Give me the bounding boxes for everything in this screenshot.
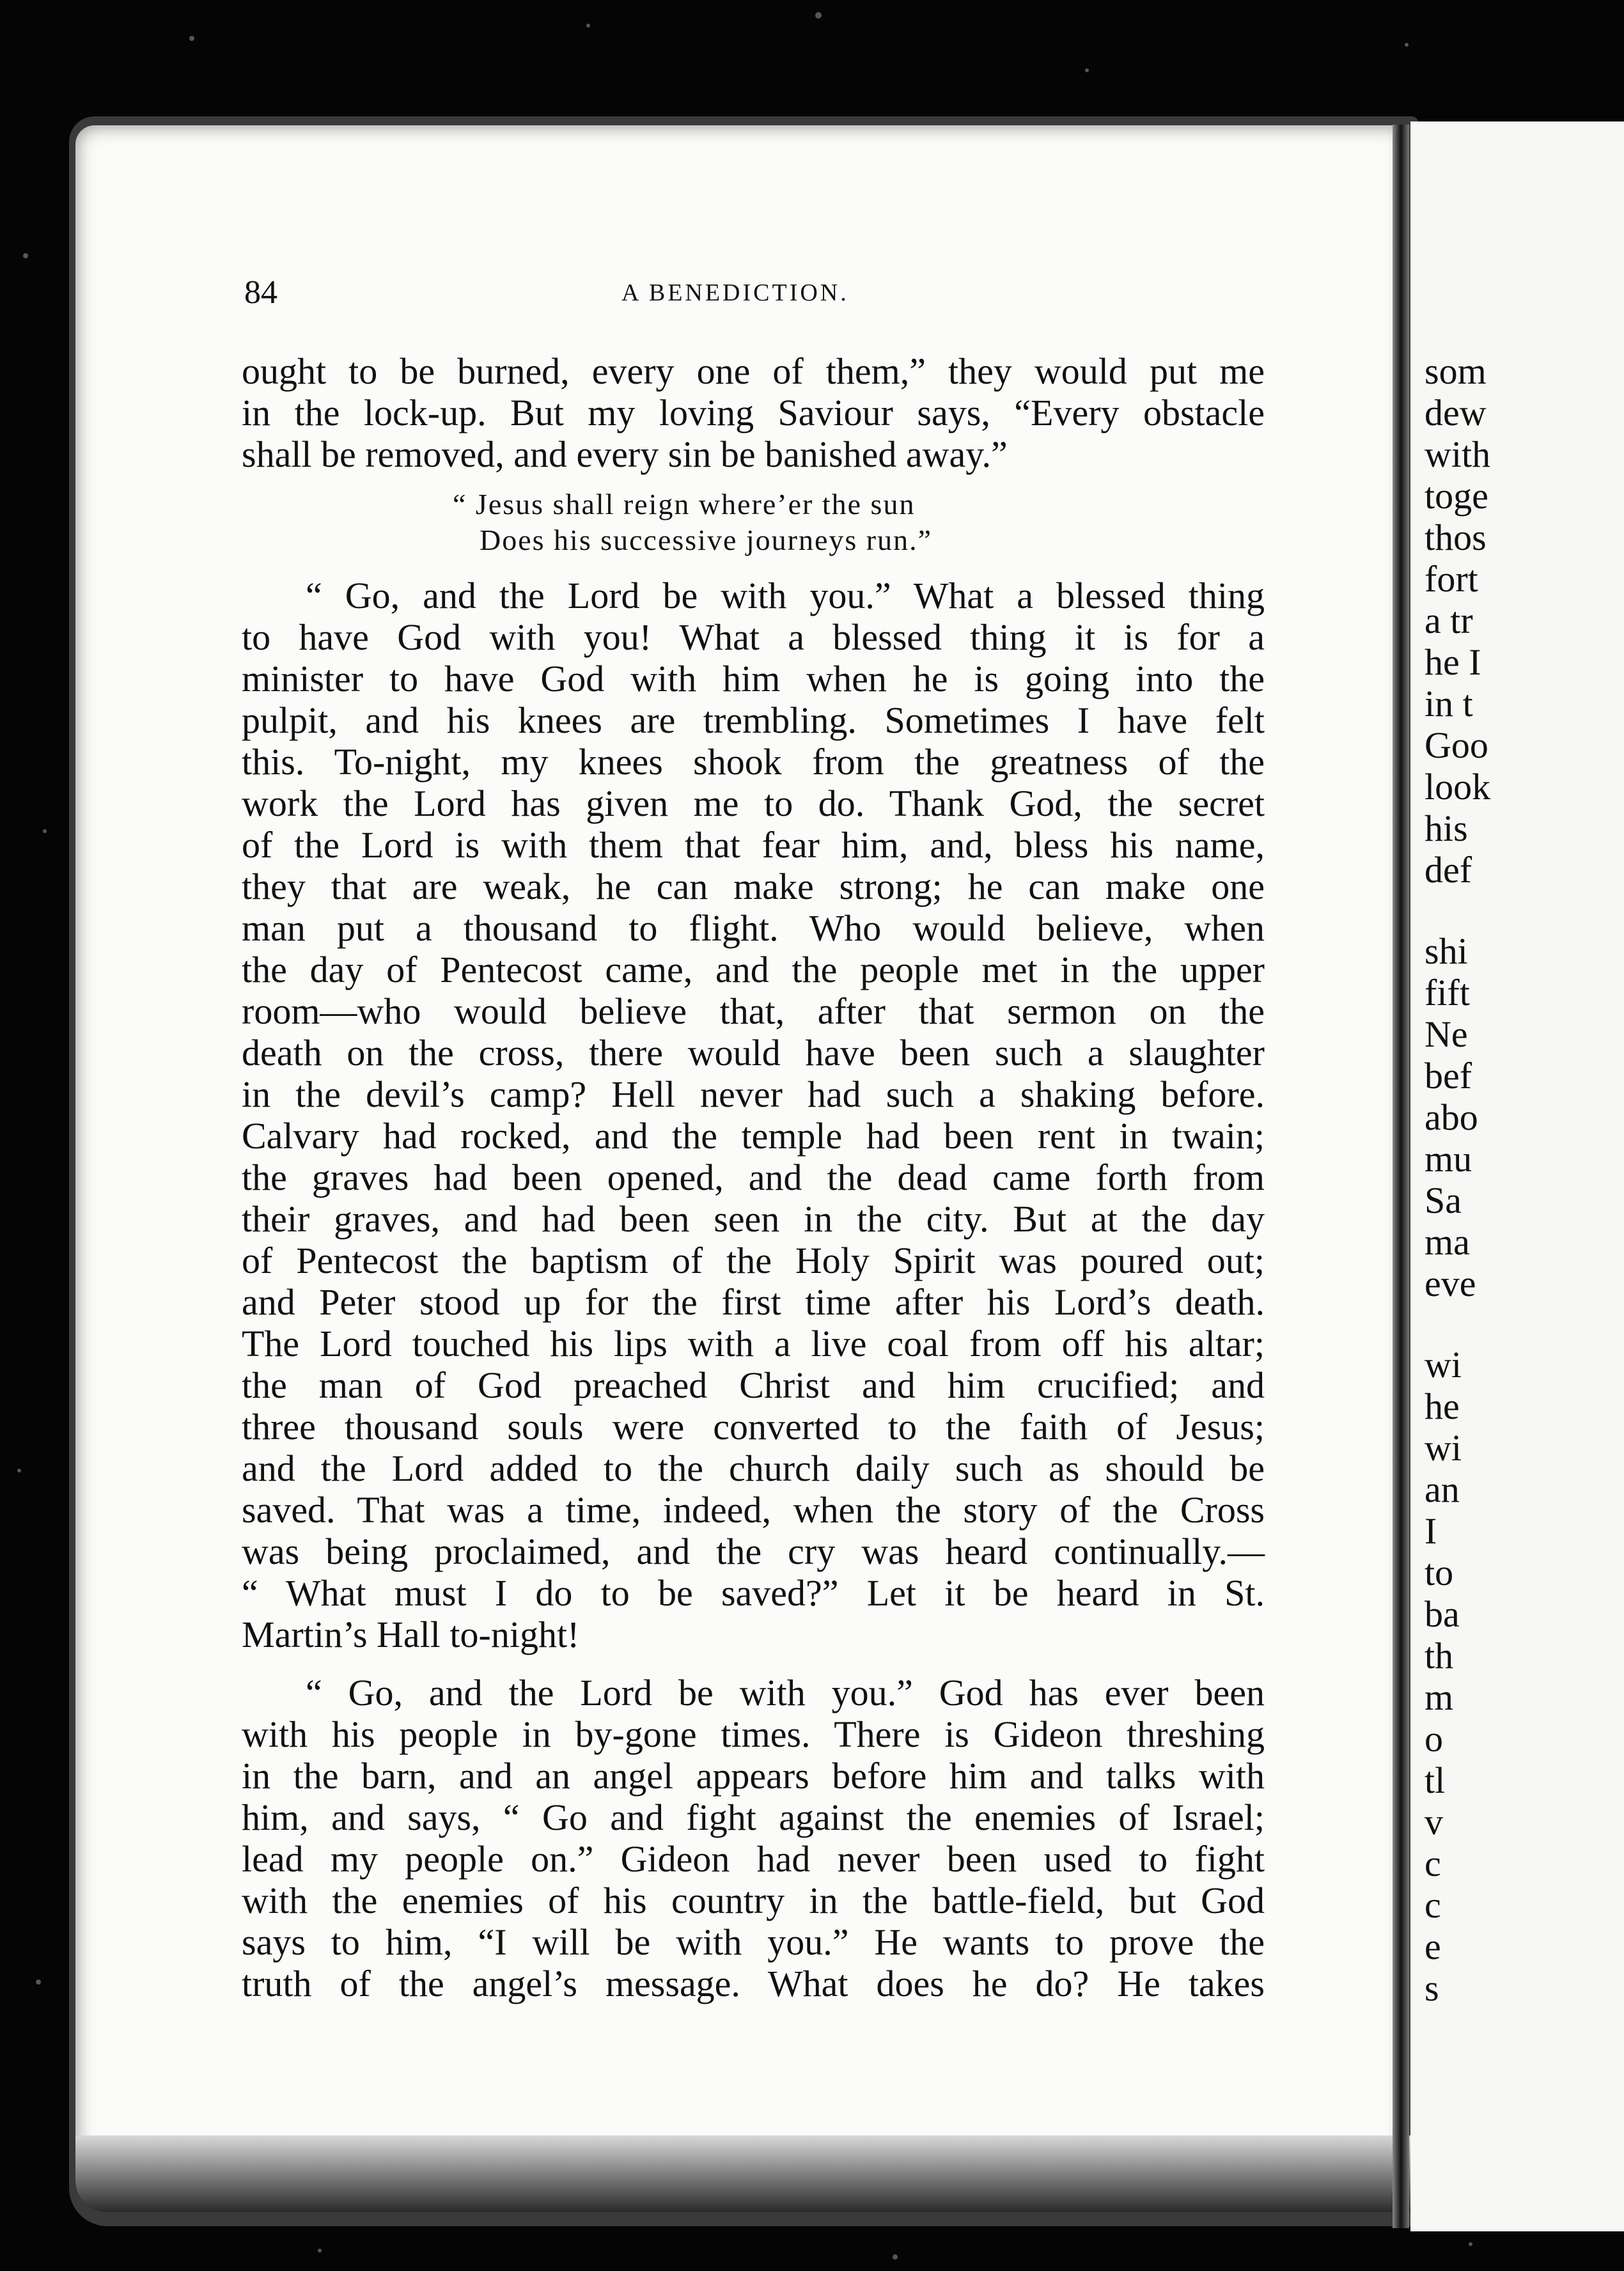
text-line: says to him, “I will be with you.” He wants to prove the (242, 1921, 1265, 1963)
fragment-line: Goo (1425, 724, 1488, 766)
running-title: A BENEDICTION. (621, 279, 849, 306)
verse-line: Does his successive journeys run.” (480, 524, 933, 556)
fragment-line: shi (1425, 930, 1468, 972)
text-line: truth of the angel’s message. What does he do? He takes (242, 1963, 1265, 2004)
fragment-line: som (1425, 350, 1487, 392)
fragment-line: his (1425, 808, 1468, 849)
text-line: man put a thousand to flight. Who would believe, when (242, 907, 1265, 949)
page-header (244, 274, 1254, 312)
page-number: 84 (244, 274, 277, 311)
verse-line: “ Jesus shall reign where’er the sun (453, 488, 916, 520)
fragment-line: ma (1425, 1221, 1470, 1263)
fragment-line: th (1425, 1635, 1454, 1676)
text-line: in the barn, and an angel appears before him and talks with (242, 1755, 1265, 1797)
fragment-line: c (1425, 1843, 1441, 1884)
text-line: the man of God preached Christ and him crucified; and (242, 1364, 1265, 1406)
fragment-line: he (1425, 1385, 1460, 1427)
text-line: Calvary had rocked, and the temple had been rent in twain; (242, 1115, 1265, 1157)
text-line: their graves, and had been seen in the city. But at the day (242, 1198, 1265, 1240)
text-line: and Peter stood up for the first time after his Lord’s death. (242, 1281, 1265, 1323)
paragraph-1 (242, 575, 1265, 1655)
right-block-3 (1425, 1344, 1624, 2009)
right-page-text-fragment (1425, 350, 1624, 2009)
fragment-line: o (1425, 1718, 1443, 1760)
fragment-line: wi (1425, 1427, 1462, 1469)
text-line: in the devil’s camp? Hell never had such a shaking before. (242, 1073, 1265, 1115)
text-line: was being proclaimed, and the cry was heard continually.— (242, 1531, 1265, 1572)
fragment-line: Sa (1425, 1180, 1462, 1221)
fragment-line: v (1425, 1801, 1443, 1843)
fragment-line: an (1425, 1469, 1460, 1510)
text-line: “ Go, and the Lord be with you.” What a blessed thing (306, 575, 1265, 616)
fragment-line: def (1425, 849, 1472, 891)
text-line: shall be removed, and every sin be banished away.” (242, 433, 1008, 475)
fragment-line: mu (1425, 1138, 1472, 1180)
fragment-line: to (1425, 1552, 1454, 1593)
text-line: to have God with you! What a blessed thing it is for a (242, 616, 1265, 658)
text-line: death on the cross, there would have been such a slaughter (242, 1032, 1265, 1073)
fragment-line: with (1425, 433, 1491, 475)
fragment-line: look (1425, 766, 1491, 808)
fragment-line: bef (1425, 1055, 1472, 1096)
fragment-line: in t (1425, 683, 1473, 724)
fragment-line: dew (1425, 392, 1487, 433)
text-line: The Lord touched his lips with a live coal from off his altar; (242, 1323, 1265, 1364)
fragment-line: Ne (1425, 1013, 1468, 1055)
text-line: this. To-night, my knees shook from the greatness of the (242, 741, 1265, 783)
text-line: of Pentecost the baptism of the Holy Spirit was poured out; (242, 1240, 1265, 1281)
fragment-line: s (1425, 1967, 1439, 2009)
text-line: saved. That was a time, indeed, when the story of the Cross (242, 1489, 1265, 1531)
text-line: in the lock-up. But my loving Saviour says, “Every obstacle (242, 392, 1265, 433)
fragment-line: abo (1425, 1096, 1478, 1138)
text-line: ought to be burned, every one of them,” they would put me (242, 350, 1265, 392)
text-line: “ What must I do to be saved?” Let it be heard in St. (242, 1572, 1265, 1614)
fragment-line: a tr (1425, 600, 1473, 641)
fragment-line: I (1425, 1510, 1437, 1552)
fragment-line: thos (1425, 517, 1487, 558)
fragment-line: e (1425, 1926, 1441, 1967)
fragment-line: he I (1425, 641, 1481, 683)
paragraph-2 (242, 1672, 1265, 2004)
text-line: pulpit, and his knees are trembling. Sometimes I have felt (242, 699, 1265, 741)
text-line: Martin’s Hall to-night! (242, 1614, 580, 1655)
hymn-verse (242, 487, 1265, 558)
text-line: the graves had been opened, and the dead came forth from (242, 1157, 1265, 1198)
opening-lines (242, 350, 1265, 475)
fragment-line: m (1425, 1676, 1454, 1718)
fragment-line: fift (1425, 972, 1470, 1013)
page-stack-edge (75, 2135, 1418, 2212)
text-line: work the Lord has given me to do. Thank God, the secret (242, 783, 1265, 824)
text-line: minister to have God with him when he is going into the (242, 658, 1265, 699)
text-line: of the Lord is with them that fear him, and, bless his name, (242, 824, 1265, 866)
fragment-line: c (1425, 1884, 1441, 1926)
right-block-1 (1425, 350, 1624, 891)
text-line: “ Go, and the Lord be with you.” God has ever been (306, 1672, 1265, 1713)
text-line: three thousand souls were converted to the faith of Jesus; (242, 1406, 1265, 1448)
fragment-line: toge (1425, 475, 1488, 517)
text-line: the day of Pentecost came, and the people met in the upper (242, 949, 1265, 990)
fragment-line: tl (1425, 1760, 1446, 1801)
book-gutter (1393, 125, 1409, 2228)
fragment-line: fort (1425, 558, 1478, 600)
text-line: with the enemies of his country in the battle-field, but God (242, 1880, 1265, 1921)
fragment-line: wi (1425, 1344, 1462, 1385)
text-line: and the Lord added to the church daily such as should be (242, 1448, 1265, 1489)
text-line: him, and says, “ Go and fight against the enemies of Israel; (242, 1797, 1265, 1838)
left-page-text (242, 350, 1265, 2004)
text-line: with his people in by-gone times. There is Gideon threshing (242, 1713, 1265, 1755)
right-block-2 (1425, 930, 1624, 1304)
fragment-line: eve (1425, 1263, 1476, 1304)
text-line: lead my people on.” Gideon had never been used to fight (242, 1838, 1265, 1880)
fragment-line: ba (1425, 1593, 1460, 1635)
text-line: they that are weak, he can make strong; he can make one (242, 866, 1265, 907)
text-line: room—who would believe that, after that sermon on the (242, 990, 1265, 1032)
